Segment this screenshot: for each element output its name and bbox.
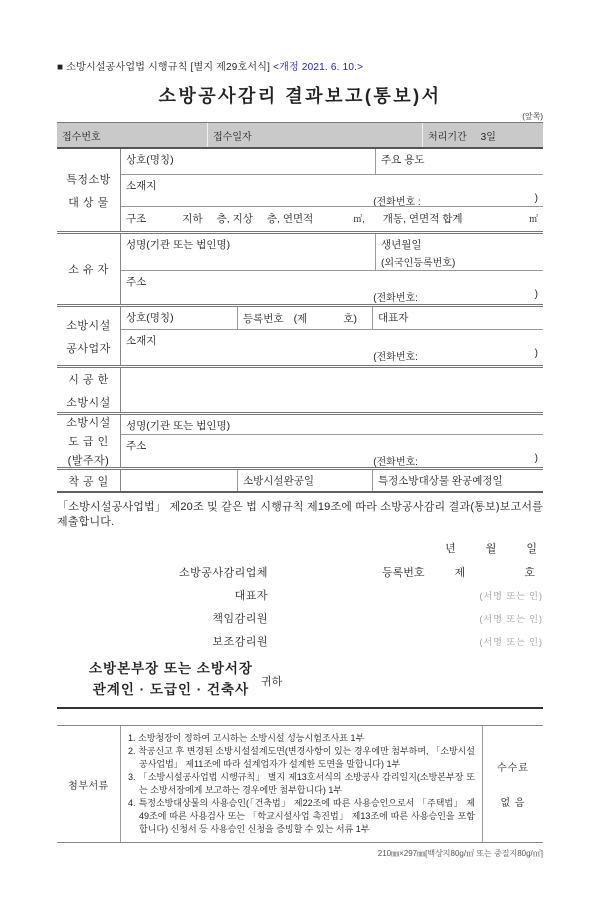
recipient-block bbox=[89, 658, 543, 700]
section-client-label bbox=[57, 415, 120, 467]
owner-name-label: 성명(기관 또는 법인명) bbox=[126, 239, 231, 251]
fee-label: 수수료 bbox=[497, 763, 529, 774]
processing-period-label: 처리기간 bbox=[428, 131, 467, 143]
receipt-number-cell[interactable] bbox=[57, 123, 207, 147]
fee-column bbox=[483, 726, 543, 842]
owner-birth-label: 생년월일 bbox=[381, 239, 422, 251]
contractor-rep-field[interactable] bbox=[372, 307, 543, 329]
completion-date-label: 소방시설완공일 bbox=[243, 475, 315, 487]
regulation-note bbox=[57, 58, 543, 73]
structure-sqm-2: ㎡ bbox=[528, 213, 538, 224]
section-owner-label bbox=[57, 234, 120, 304]
contractor-label-line1: 소방시설 bbox=[66, 319, 111, 332]
target-structure-field[interactable] bbox=[121, 206, 543, 229]
owner-phone-label: (전화번호: bbox=[373, 293, 418, 304]
contractor-address-label[interactable]: 소재지 bbox=[126, 335, 157, 347]
structure-sqm-1: ㎡, bbox=[353, 213, 365, 224]
section-installed-facilities bbox=[57, 365, 543, 412]
date-line bbox=[57, 540, 543, 556]
declaration-text: 「소방시설공사업법」 제20조 및 같은 법 시행규칙 제19조에 따라 소방공사감리 결과(통보)보고서를 제출합니다. bbox=[57, 501, 543, 528]
structure-label: 구조 bbox=[126, 212, 147, 225]
signer-row-chief-supervisor bbox=[57, 610, 543, 626]
section-client bbox=[57, 412, 543, 467]
target-address-label[interactable]: 소재지 bbox=[126, 180, 157, 192]
client-name-field[interactable] bbox=[121, 415, 543, 434]
regulation-text: ■ 소방시설공사업법 시행규칙 [별지 제29호서식] bbox=[57, 62, 271, 73]
structure-basement: 지하 bbox=[182, 212, 203, 225]
attachment-item-2: 2. 착공신고 후 변경된 소방시설설계도면(변경사항이 있는 경우에만 첨부하며, 「소방시설공사업법」 제11조에 따라 설계업자가 설계한 도면을 말합니다) 1부 bbox=[128, 746, 475, 769]
client-label-line1: 소방시설 bbox=[66, 417, 111, 429]
start-date-field[interactable] bbox=[121, 470, 237, 491]
completion-date-field[interactable] bbox=[237, 470, 372, 491]
owner-foreign-reg-label: (외국인등록번호) bbox=[381, 258, 456, 269]
owner-phone-field[interactable] bbox=[126, 289, 538, 304]
contractor-name-label: 상호(명칭) bbox=[126, 312, 174, 324]
start-date-label bbox=[57, 470, 120, 491]
contractor-regno-ho: 호) bbox=[343, 312, 357, 325]
paper-spec-footer: 210㎜×297㎜[백상지80g/㎡ 또는 중질지80g/㎡] bbox=[377, 849, 543, 858]
client-phone-label: (전화번호: bbox=[373, 457, 418, 468]
signer-label-chief-supervisor: 책임감리원 bbox=[212, 613, 268, 625]
contractor-regno-field[interactable] bbox=[237, 307, 372, 329]
page-side-mark: (앞쪽) bbox=[522, 112, 543, 121]
processing-period-value: 3일 bbox=[480, 131, 496, 143]
structure-buildings: 개동, 연면적 합계 bbox=[382, 212, 463, 225]
section-owner bbox=[57, 231, 543, 304]
client-phone-field[interactable] bbox=[126, 453, 538, 468]
attachments-table bbox=[57, 725, 543, 843]
attachments-label: 첨부서류 bbox=[68, 780, 109, 792]
attachment-item-3: 3. 「소방시설공사업법 시행규칙」 별지 제13호서식의 소방공사 감리일지(소방본부장 또는 소방서장에게 보고하는 경우에만 첨부합니다) 1부 bbox=[128, 772, 475, 795]
agency-line bbox=[57, 564, 543, 580]
section-dates bbox=[57, 467, 543, 491]
recipient-line2: 관계인 · 도급인 · 건축사 bbox=[92, 682, 250, 697]
attachment-item-1: 1. 소방청장이 정하여 고시하는 소방시설 성능시험조사표 1부 bbox=[128, 733, 365, 743]
contractor-name-field[interactable] bbox=[121, 307, 237, 329]
date-month: 월 bbox=[485, 543, 497, 555]
agency-regno-ho: 호 bbox=[524, 567, 535, 579]
client-label-line3: (발주자) bbox=[67, 455, 110, 467]
sign-note-assistant-supervisor: (서명 또는 인) bbox=[479, 636, 543, 647]
client-label-line2: 도 급 인 bbox=[68, 436, 109, 448]
section-contractor bbox=[57, 304, 543, 365]
owner-label-text: 소 유 자 bbox=[68, 264, 109, 276]
contractor-phone-close: ) bbox=[534, 348, 538, 359]
attachment-item-4: 4. 특정소방대상물의 사용승인(「건축법」 제22조에 따른 사용승인으로서 「주택법」 제49조에 따른 사용검사 또는 「학교시설사업 촉진법」 제13조에 따른 사용승인을 포함합니다) 신청서 등 사용승인 신청을 증빙할 수 있는 서류 1부 bbox=[128, 798, 475, 834]
owner-address-label[interactable]: 주소 bbox=[126, 276, 147, 288]
owner-name-field[interactable] bbox=[121, 234, 375, 270]
agency-regno-je: 제 bbox=[454, 567, 466, 579]
installed-label-line1: 시 공 한 bbox=[68, 373, 109, 386]
attachments-list bbox=[120, 726, 483, 842]
owner-birth-field[interactable] bbox=[375, 234, 543, 270]
structure-ground: 층, 지상 bbox=[216, 212, 253, 225]
start-date-label-text: 착 공 일 bbox=[68, 475, 109, 488]
client-phone-close: ) bbox=[534, 453, 538, 464]
target-phone-close: ) bbox=[534, 193, 538, 204]
section-installed-label bbox=[57, 368, 120, 412]
date-day: 일 bbox=[526, 543, 537, 555]
installed-facilities-field[interactable] bbox=[121, 368, 543, 412]
recipient-line1: 소방본부장 또는 소방서장 bbox=[89, 661, 253, 676]
structure-floor-area: 층, 연면적 bbox=[266, 212, 314, 225]
section-target-label bbox=[57, 149, 120, 231]
form-table bbox=[57, 149, 543, 493]
section-target-property bbox=[57, 149, 543, 231]
contractor-regno-label: 등록번호 bbox=[243, 312, 284, 325]
agency-regno-label: 등록번호 bbox=[382, 567, 425, 579]
section-divider bbox=[57, 707, 543, 709]
target-usage-label: 주요 용도 bbox=[381, 154, 425, 166]
target-phone-label: (전화번호 : bbox=[373, 197, 421, 208]
contractor-phone-field[interactable] bbox=[126, 348, 538, 363]
owner-phone-close: ) bbox=[534, 289, 538, 300]
signer-label-assistant-supervisor: 보조감리원 bbox=[212, 636, 268, 648]
signer-row-representative bbox=[57, 587, 543, 603]
sign-note-chief-supervisor: (서명 또는 인) bbox=[479, 613, 543, 624]
target-usage-field[interactable] bbox=[375, 149, 543, 174]
revision-date: <개정 2021. 6. 10.> bbox=[273, 62, 364, 73]
signer-label-representative: 대표자 bbox=[234, 590, 268, 602]
target-name-field[interactable] bbox=[121, 149, 375, 174]
contractor-regno-je: (제 bbox=[293, 312, 308, 325]
installed-label-line2: 소방시설 bbox=[66, 396, 111, 409]
sign-note-representative: (서명 또는 인) bbox=[479, 590, 543, 601]
section-contractor-label bbox=[57, 307, 120, 365]
expected-completion-field[interactable] bbox=[372, 470, 543, 491]
receipt-header-row bbox=[57, 122, 543, 149]
contractor-rep-label: 대표자 bbox=[378, 312, 409, 324]
contractor-phone-label: (전화번호: bbox=[373, 352, 418, 363]
date-year: 년 bbox=[445, 543, 456, 555]
client-address-label[interactable]: 주소 bbox=[126, 440, 147, 452]
form-title: 소방공사감리 결과보고(통보)서 bbox=[158, 86, 442, 106]
fee-value: 없 음 bbox=[500, 798, 526, 809]
agency-label: 소방공사감리업체 bbox=[178, 567, 268, 579]
signer-row-assistant-supervisor bbox=[57, 633, 543, 649]
expected-completion-label: 특정소방대상물 완공예정일 bbox=[378, 475, 503, 487]
receipt-date-label: 접수일자 bbox=[213, 131, 252, 143]
form-page bbox=[0, 58, 600, 907]
recipient-suffix: 귀하 bbox=[260, 676, 283, 688]
client-name-label: 성명(기관 또는 법인명) bbox=[126, 420, 231, 432]
receipt-date-cell[interactable] bbox=[207, 123, 422, 147]
receipt-number-label: 접수번호 bbox=[62, 131, 101, 143]
processing-period-cell bbox=[422, 123, 543, 147]
target-name-label: 상호(명칭) bbox=[126, 154, 174, 166]
target-label-line1: 특정소방 bbox=[66, 173, 111, 186]
contractor-label-line2: 공사업자 bbox=[66, 342, 111, 355]
target-label-line2: 대 상 물 bbox=[68, 196, 109, 209]
